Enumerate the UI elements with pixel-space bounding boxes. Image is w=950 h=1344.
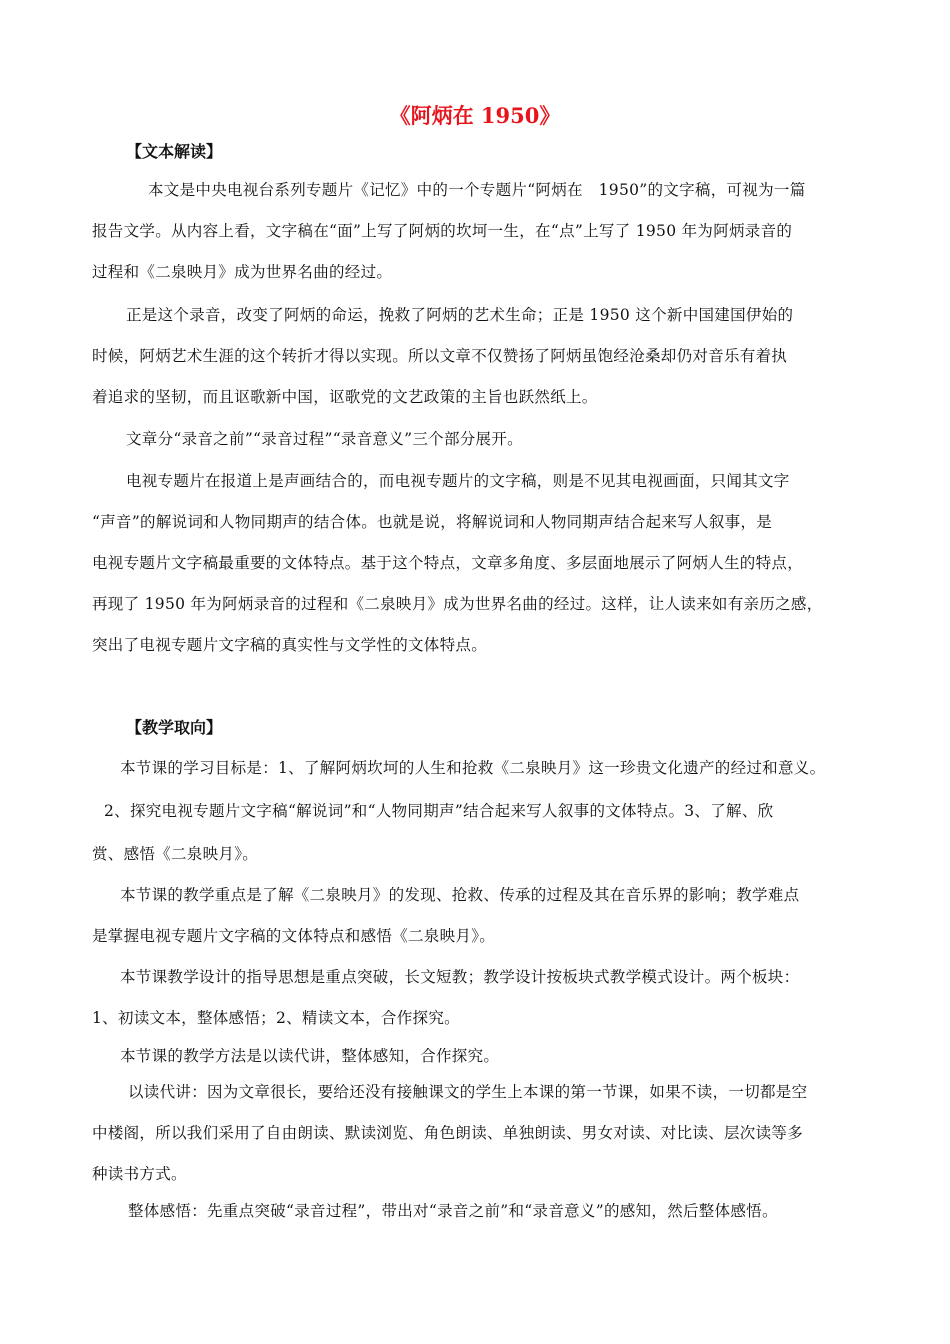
paragraph-line: 整体感悟：先重点突破“录音过程”，带出对“录音之前”和“录音意义”的感知，然后整体感悟。 [128, 1202, 778, 1220]
paragraph-line: “声音”的解说词和人物同期声的结合体。也就是说，将解说词和人物同期声结合起来写人叙事，是 [92, 513, 773, 531]
section-heading-teaching-orientation: 【教学取向】 [126, 718, 223, 737]
paragraph-line: 1、初读文本，整体感悟；2、精读文本，合作探究。 [92, 1009, 460, 1027]
paragraph-line: 本节课教学设计的指导思想是重点突破，长文短教；教学设计按板块式教学模式设计。两个板块： [120, 968, 800, 986]
paragraph-line: 时候，阿炳艺术生涯的这个转折才得以实现。所以文章不仅赞扬了阿炳虽饱经沧桑却仍对音乐有着执 [92, 347, 788, 365]
paragraph-line: 本节课的教学方法是以读代讲，整体感知，合作探究。 [120, 1047, 500, 1065]
paragraph-line: 2、探究电视专题片文字稿“解说词”和“人物同期声”结合起来写人叙事的文体特点。3、了解、欣 [104, 802, 774, 820]
paragraph-line: 再现了 1950 年为阿炳录音的过程和《二泉映月》成为世界名曲的经过。这样，让人读来如有亲历之感， [92, 595, 823, 613]
document-title: 《阿炳在 1950》 [389, 103, 561, 128]
paragraph-line: 电视专题片在报道上是声画结合的，而电视专题片的文字稿，则是不见其电视画面，只闻其文字 [126, 472, 790, 490]
paragraph-line: 报告文学。从内容上看，文字稿在“面”上写了阿炳的坎坷一生，在“点”上写了 1950 年为阿炳录音的 [92, 222, 793, 240]
paragraph-line: 着追求的坚韧，而且讴歌新中国，讴歌党的文艺政策的主旨也跃然纸上。 [92, 388, 598, 406]
paragraph-line: 文章分“录音之前”“录音过程”“录音意义”三个部分展开。 [126, 430, 523, 448]
paragraph-line: 过程和《二泉映月》成为世界名曲的经过。 [92, 263, 393, 281]
paragraph-line: 种读书方式。 [92, 1165, 187, 1183]
paragraph-line: 中楼阁，所以我们采用了自由朗读、默读浏览、角色朗读、单独朗读、男女对读、对比读、层次读等多 [92, 1124, 804, 1142]
paragraph-line: 以读代讲：因为文章很长，要给还没有接触课文的学生上本课的第一节课，如果不读，一切都是空 [128, 1083, 808, 1101]
paragraph-line: 本文是中央电视台系列专题片《记忆》中的一个专题片“阿炳在 1950”的文字稿，可视为一篇 [148, 181, 806, 199]
section-heading-text-interpretation: 【文本解读】 [126, 142, 223, 161]
paragraph-line: 是掌握电视专题片文字稿的文体特点和感悟《二泉映月》。 [92, 927, 496, 945]
paragraph-line: 本节课的教学重点是了解《二泉映月》的发现、抢救、传承的过程及其在音乐界的影响；教学难点 [120, 886, 800, 904]
paragraph-line: 本节课的学习目标是：1、了解阿炳坎坷的人生和抢救《二泉映月》这一珍贵文化遗产的经过和意义。 [120, 759, 826, 777]
paragraph-line: 突出了电视专题片文字稿的真实性与文学性的文体特点。 [92, 636, 488, 654]
paragraph-line: 正是这个录音，改变了阿炳的命运，挽救了阿炳的艺术生命；正是 1950 这个新中国建国伊始的 [126, 306, 794, 324]
paragraph-line: 赏、感悟《二泉映月》。 [92, 845, 259, 863]
paragraph-line: 电视专题片文字稿最重要的文体特点。基于这个特点，文章多角度、多层面地展示了阿炳人生的特点， [92, 554, 804, 572]
